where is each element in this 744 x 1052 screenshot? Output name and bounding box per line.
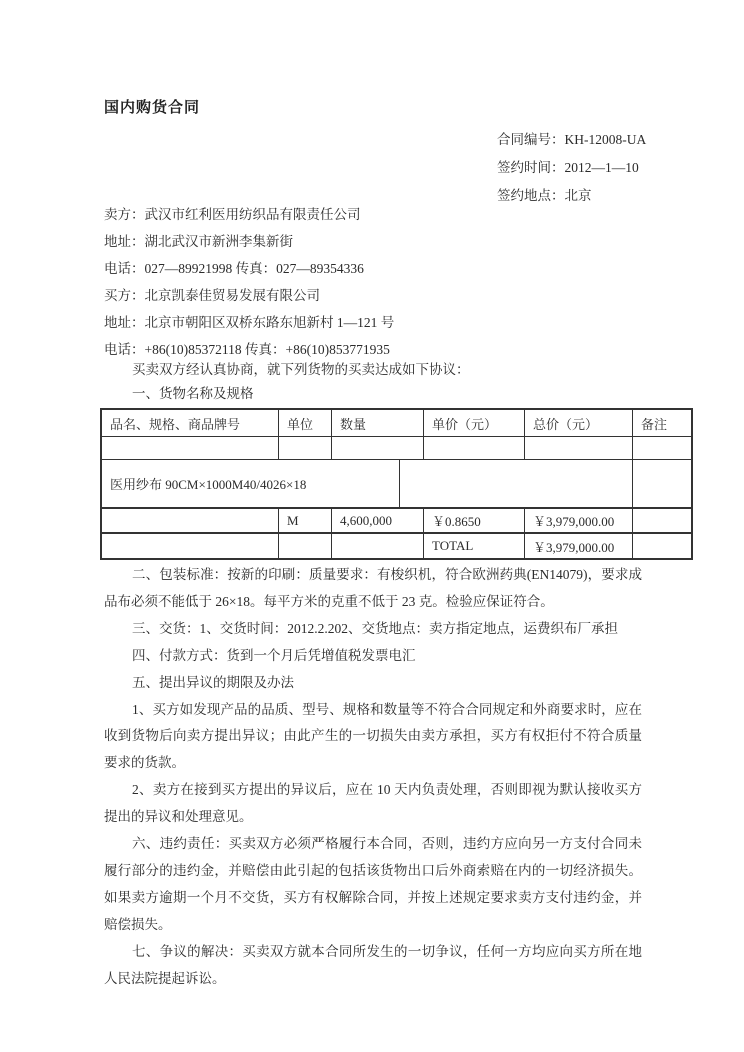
unit-cell: M [279,509,332,532]
empty-cell [332,534,424,558]
clause-packing-standard: 二、包装标准：按新的印刷：质量要求：有梭织机，符合欧洲药典(EN14079)，要求成品布必须不能低于 26×18。每平方米的克重不低于 23 克。检验应保证符合。 [104,567,642,609]
empty-cell [102,534,279,558]
goods-table-product-row [102,460,691,509]
empty-cell [332,437,424,459]
document-title: 国内购货合同 [104,99,201,116]
col-header-unit-price: 单价（元） [424,410,525,436]
product-description-cell: 医用纱布 90CM×1000M40/4026×18 [102,460,400,507]
clause-payment: 四、付款方式：货到一个月后凭增值税发票电汇 [132,647,416,663]
contract-meta [497,126,646,210]
clause-delivery: 三、交货：1、交货时间：2012.2.202、交货地点：卖方指定地点，运费织布厂承担 [132,620,618,636]
unit-price-cell: ￥0.8650 [424,509,525,532]
empty-cell [633,437,691,459]
empty-cell [102,509,279,532]
buyer-phone-fax-line: 电话：+86(10)85372118 传真：+86(10)853771935 [104,342,390,357]
col-header-quantity: 数量 [332,410,424,436]
goods-table-total-row [102,534,691,558]
clause-breach-liability: 六、违约责任：买卖双方必须严格履行本合同，否则，违约方应向另一方支付合同未履行部分的违约金，并赔偿由此引起的包括该货物出口后外商索赔在内的一切经济损失。如果卖方逾期一个月不交货，买方有权解除合同，并按上述规定要求卖方支付违约金，并赔偿损失。 [104,836,642,932]
col-header-total-price: 总价（元） [525,410,633,436]
goods-table [100,408,693,560]
col-header-remarks: 备注 [641,416,668,432]
agreement-intro-section [104,358,644,406]
agreement-intro-line: 买卖双方经认真协商，就下列货物的买卖达成如下协议： [132,362,470,377]
empty-cell [400,460,633,507]
signing-place: 签约地点：北京 [497,188,592,203]
empty-cell [633,509,691,532]
signing-date: 签约时间：2012—1—10 [497,160,639,175]
total-label-cell: TOTAL [424,534,525,558]
empty-cell [279,534,332,558]
clause-objection-item-2: 2、卖方在接到买方提出的异议后，应在 10 天内负责处理，否则即视为默认接收买方提出的异议和处理意见。 [104,782,642,825]
grand-total-cell: ￥3,979,000.00 [525,534,633,558]
buyer-address-line: 地址：北京市朝阳区双桥东路东旭新村 1—121 号 [104,315,395,330]
empty-cell [633,534,691,558]
seller-phone-fax-line: 电话：027—89921998 传真：027—89354336 [104,261,364,276]
goods-table-header-row [102,410,691,437]
seller-address-line: 地址：湖北武汉市新洲李集新街 [104,234,293,249]
quantity-cell: 4,600,000 [332,509,424,532]
col-header-product: 品名、规格、商品牌号 [102,410,279,436]
empty-cell [424,437,525,459]
empty-cell [525,437,633,459]
parties-info [104,201,394,363]
empty-cell [102,437,279,459]
buyer-name-line: 买方：北京凯泰佳贸易发展有限公司 [104,288,320,303]
seller-name-line: 卖方：武汉市红利医用纺织品有限责任公司 [104,207,361,222]
clause-objection-heading: 五、提出异议的期限及办法 [132,674,294,690]
clause-dispute-resolution: 七、争议的解决：买卖双方就本合同所发生的一切争议，任何一方均应向买方所在地人民法院提起诉讼。 [104,943,642,986]
contract-number: 合同编号：KH-12008-UA [497,132,647,147]
line-total-cell: ￥3,979,000.00 [525,509,633,532]
empty-cell [279,437,332,459]
clause-objection-item-1: 1、买方如发现产品的品质、型号、规格和数量等不符合合同规定和外商要求时，应在收到货物后向卖方提出异议；由此产生的一切损失由卖方承担，买方有权拒付不符合质量要求的货款。 [104,701,642,771]
goods-section-heading: 一、货物名称及规格 [132,386,254,401]
contract-clauses [104,562,642,993]
empty-cell [633,460,691,507]
goods-table-values-row [102,509,691,534]
goods-table-empty-row [102,437,691,460]
col-header-unit: 单位 [279,410,332,436]
